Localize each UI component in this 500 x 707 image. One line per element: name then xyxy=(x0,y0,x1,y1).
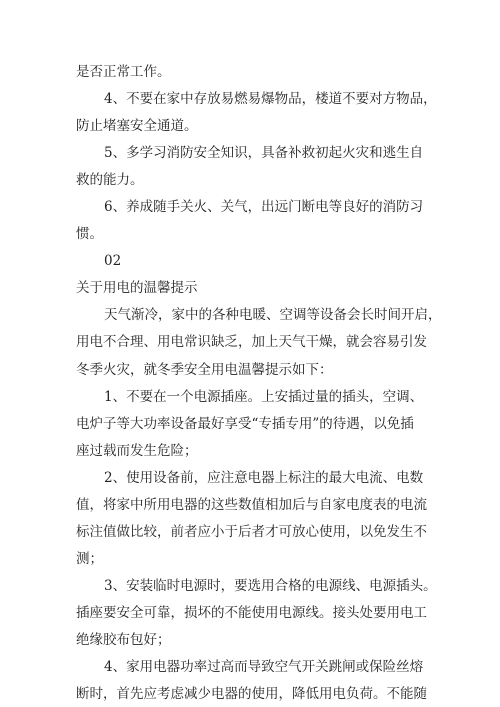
text-line: 防止堵塞安全通道。 xyxy=(76,118,198,135)
text-line: 标注值做比较，前者应小于后者才可放心使用，以免发生不 xyxy=(76,523,427,540)
text-line: 电炉子等大功率设备最好享受“专插专用”的待遇，以免插 xyxy=(76,415,414,432)
text-line: 4、不要在家中存放易燃易爆物品，楼道不要对方物品， xyxy=(104,91,437,107)
text-line: 1、不要在一个电源插座。上安插过量的插头，空调、 xyxy=(104,388,424,405)
text-line: 测； xyxy=(76,550,103,567)
text-line: 是否正常工作。 xyxy=(76,64,171,80)
section-heading: 关于用电的温馨提示 xyxy=(76,280,198,297)
text-line: 2、使用设备前，应注意电器上标注的最大电流、电数 xyxy=(104,469,424,486)
section-number: 02 xyxy=(104,253,122,270)
text-line: 4、家用电器功率过高而导致空气开关跳闸或保险丝熔 xyxy=(104,659,424,675)
text-line: 天气渐冷，家中的各种电暖、空调等设备会长时间开启， xyxy=(104,307,442,324)
text-line: 冬季火灾，就冬季安全用电温馨提示如下： xyxy=(76,361,333,378)
text-line: 5、多学习消防安全知识，具备补救初起火灾和逃生自 xyxy=(104,145,424,162)
text-line: 6、养成随手关火、关气，出远门断电等良好的消防习 xyxy=(104,199,424,216)
text-line: 断时，首先应考虑减少电器的使用，降低用电负荷。不能随 xyxy=(76,686,427,702)
text-line: 值，将家中所用电器的这些数值相加后与自家电度表的电流 xyxy=(76,496,427,513)
text-line: 绝缘胶布包好； xyxy=(76,631,171,648)
text-line: 3、安装临时电源时，要选用合格的电源线、电源插头。 xyxy=(104,577,437,594)
text-line: 用电不合理、用电常识缺乏，加上天气干燥，就会容易引发 xyxy=(76,334,427,351)
text-line: 惯。 xyxy=(76,226,103,243)
text-line: 座过载而发生危险； xyxy=(76,442,198,459)
text-line: 救的能力。 xyxy=(76,172,144,189)
text-line: 插座要安全可靠，损坏的不能使用电源线。接头处要用电工 xyxy=(76,604,427,621)
